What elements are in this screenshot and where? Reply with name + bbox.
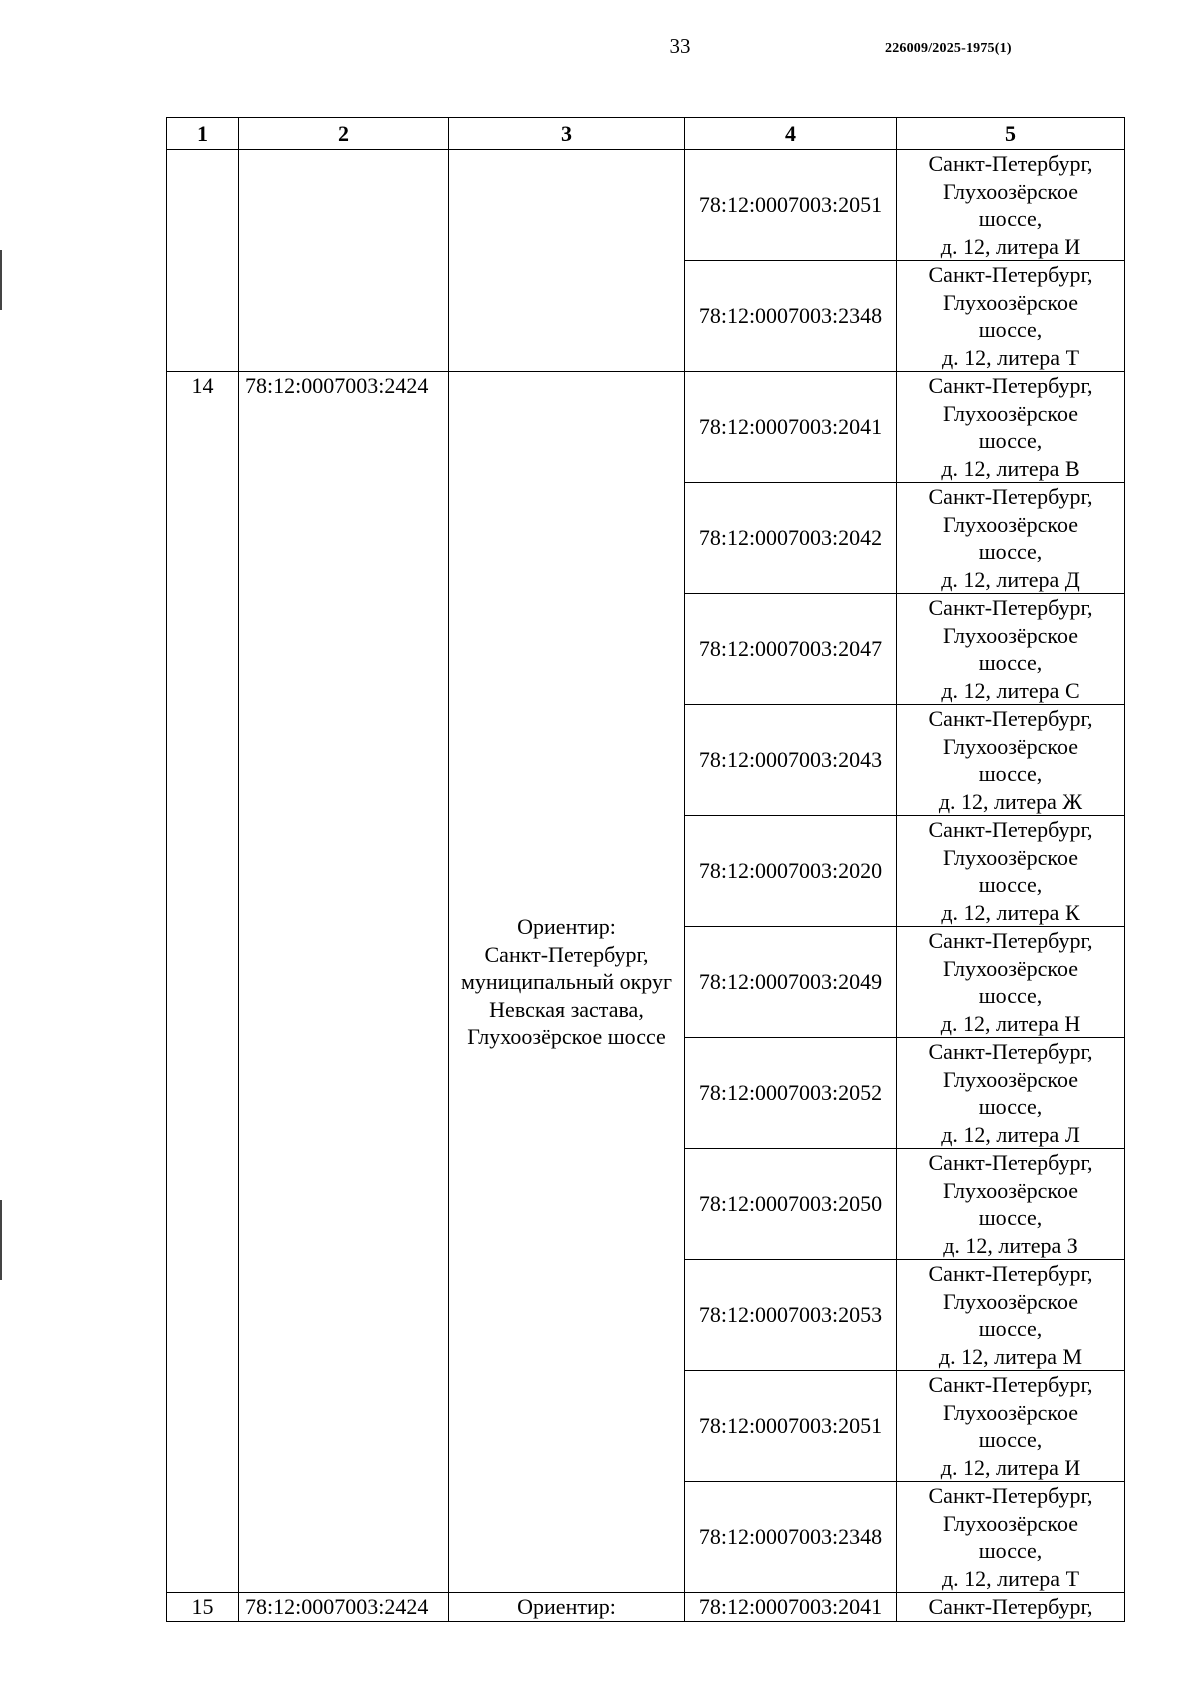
- address-line: Санкт-Петербург,: [928, 1039, 1093, 1064]
- address-line: шоссе,: [978, 650, 1043, 675]
- cadastral-table: [166, 117, 1125, 1622]
- column-header: 4: [685, 118, 897, 150]
- address-line: д. 12, литера Т: [941, 1565, 1080, 1591]
- address-line: Глухоозёрское: [942, 289, 1079, 315]
- address-line: Санкт-Петербург,: [928, 1372, 1093, 1397]
- address-line: Санкт-Петербург,: [928, 706, 1093, 731]
- object-cadastral-number: 78:12:0007003:2043: [685, 705, 897, 816]
- document-code: 226009/2025-1975(1): [885, 41, 1012, 56]
- address-line: д. 12, литера Н: [940, 1010, 1081, 1036]
- scan-edge-mark-top: [0, 250, 2, 310]
- column-header: 3: [449, 118, 685, 150]
- object-cadastral-number: 78:12:0007003:2047: [685, 594, 897, 705]
- object-cadastral-number: 78:12:0007003:2041: [685, 372, 897, 483]
- object-address-cell: [897, 1260, 1125, 1371]
- address-line: Глухоозёрское: [942, 1288, 1079, 1314]
- address-line: шоссе,: [978, 761, 1043, 786]
- address-line: д. 12, литера И: [940, 233, 1081, 259]
- page-number: 33: [669, 34, 691, 58]
- object-cadastral-number: 78:12:0007003:2049: [685, 927, 897, 1038]
- address-line: д. 12, литера К: [941, 899, 1080, 925]
- address-line: Глухоозёрское: [942, 955, 1079, 981]
- object-cadastral-number: 78:12:0007003:2051: [685, 1371, 897, 1482]
- object-address-cell: [897, 705, 1125, 816]
- object-address-cell: [897, 1482, 1125, 1593]
- address-line: д. 12, литера З: [943, 1232, 1078, 1258]
- address-line: шоссе,: [978, 428, 1043, 453]
- column-header: 1: [167, 118, 239, 150]
- address-line: Санкт-Петербург,: [928, 151, 1093, 176]
- object-address-cell: [897, 483, 1125, 594]
- address-line: Санкт-Петербург,: [928, 262, 1093, 287]
- address-line: шоссе,: [978, 317, 1043, 342]
- object-cadastral-number: 78:12:0007003:2041: [685, 1593, 897, 1622]
- object-address-cell: [897, 372, 1125, 483]
- address-line: шоссе,: [978, 206, 1043, 231]
- address-line: Глухоозёрское: [942, 1066, 1079, 1092]
- object-cadastral-number: 78:12:0007003:2042: [685, 483, 897, 594]
- landmark-description: Ориентир:: [449, 1593, 685, 1622]
- address-line: шоссе,: [978, 872, 1043, 897]
- address-line: д. 12, литера С: [941, 677, 1080, 703]
- land-plot-number-cell: [239, 150, 449, 372]
- address-line: шоссе,: [978, 539, 1043, 564]
- object-address-cell: [897, 594, 1125, 705]
- address-line: Глухоозёрское: [942, 1399, 1079, 1425]
- landmark-line: Санкт-Петербург,: [484, 941, 649, 967]
- object-address-cell: Санкт-Петербург,: [897, 1593, 1125, 1622]
- scan-edge-mark-bottom: [0, 1200, 2, 1280]
- landmark-line: муниципальный округ: [460, 969, 672, 995]
- row-number: 15: [167, 1593, 239, 1622]
- object-cadastral-number: 78:12:0007003:2050: [685, 1149, 897, 1260]
- landmark-description: [449, 372, 685, 1593]
- object-cadastral-number: 78:12:0007003:2020: [685, 816, 897, 927]
- address-line: шоссе,: [978, 1538, 1043, 1563]
- table-header-row: [167, 118, 1125, 150]
- address-line: д. 12, литера Л: [941, 1121, 1080, 1147]
- object-address-cell: [897, 1038, 1125, 1149]
- object-cadastral-number: 78:12:0007003:2052: [685, 1038, 897, 1149]
- row-number: 14: [167, 372, 239, 1593]
- address-line: Глухоозёрское: [942, 511, 1079, 537]
- column-header: 2: [239, 118, 449, 150]
- table-row: [167, 1593, 1125, 1622]
- address-line: Глухоозёрское: [942, 622, 1079, 648]
- object-address-cell: [897, 261, 1125, 372]
- object-cadastral-number: 78:12:0007003:2348: [685, 1482, 897, 1593]
- address-line: Глухоозёрское: [942, 1510, 1079, 1536]
- address-line: шоссе,: [978, 1205, 1043, 1230]
- address-line: д. 12, литера Т: [941, 344, 1080, 370]
- address-line: шоссе,: [978, 983, 1043, 1008]
- address-line: Глухоозёрское: [942, 1177, 1079, 1203]
- address-line: Санкт-Петербург,: [928, 595, 1093, 620]
- address-line: Глухоозёрское: [942, 178, 1079, 204]
- landmark-line: Ориентир:: [517, 914, 616, 940]
- address-line: шоссе,: [978, 1316, 1043, 1341]
- landmark-line: Глухоозёрское шоссе: [467, 1024, 666, 1050]
- address-line: д. 12, литера И: [940, 1454, 1081, 1480]
- land-plot-cadastral-number: 78:12:0007003:2424: [239, 1593, 449, 1622]
- object-address-cell: [897, 927, 1125, 1038]
- address-line: шоссе,: [978, 1094, 1043, 1119]
- landmark-line: Невская застава,: [489, 996, 644, 1022]
- row-number-cell: [167, 150, 239, 372]
- address-line: шоссе,: [978, 1427, 1043, 1452]
- address-line: Санкт-Петербург,: [928, 1150, 1093, 1175]
- object-address-cell: [897, 1149, 1125, 1260]
- table-row: [167, 150, 1125, 261]
- address-line: Санкт-Петербург,: [928, 484, 1093, 509]
- landmark-cell: [449, 150, 685, 372]
- address-line: Санкт-Петербург,: [928, 928, 1093, 953]
- address-line: Глухоозёрское: [942, 733, 1079, 759]
- column-header: 5: [897, 118, 1125, 150]
- address-line: Санкт-Петербург,: [928, 1483, 1093, 1508]
- address-line: д. 12, литера В: [941, 455, 1080, 481]
- table-row: [167, 372, 1125, 483]
- address-line: Глухоозёрское: [942, 844, 1079, 870]
- object-cadastral-number: 78:12:0007003:2348: [685, 261, 897, 372]
- object-address-cell: [897, 816, 1125, 927]
- address-line: Санкт-Петербург,: [928, 373, 1093, 398]
- land-plot-cadastral-number: 78:12:0007003:2424: [239, 372, 449, 1593]
- address-line: Санкт-Петербург,: [928, 817, 1093, 842]
- object-address-cell: [897, 1371, 1125, 1482]
- address-line: д. 12, литера Д: [941, 566, 1080, 592]
- object-cadastral-number: 78:12:0007003:2051: [685, 150, 897, 261]
- object-address-cell: [897, 150, 1125, 261]
- address-line: д. 12, литера Ж: [938, 788, 1083, 814]
- address-line: Глухоозёрское: [942, 400, 1079, 426]
- address-line: д. 12, литера М: [938, 1343, 1083, 1369]
- address-line: Санкт-Петербург,: [928, 1261, 1093, 1286]
- object-cadastral-number: 78:12:0007003:2053: [685, 1260, 897, 1371]
